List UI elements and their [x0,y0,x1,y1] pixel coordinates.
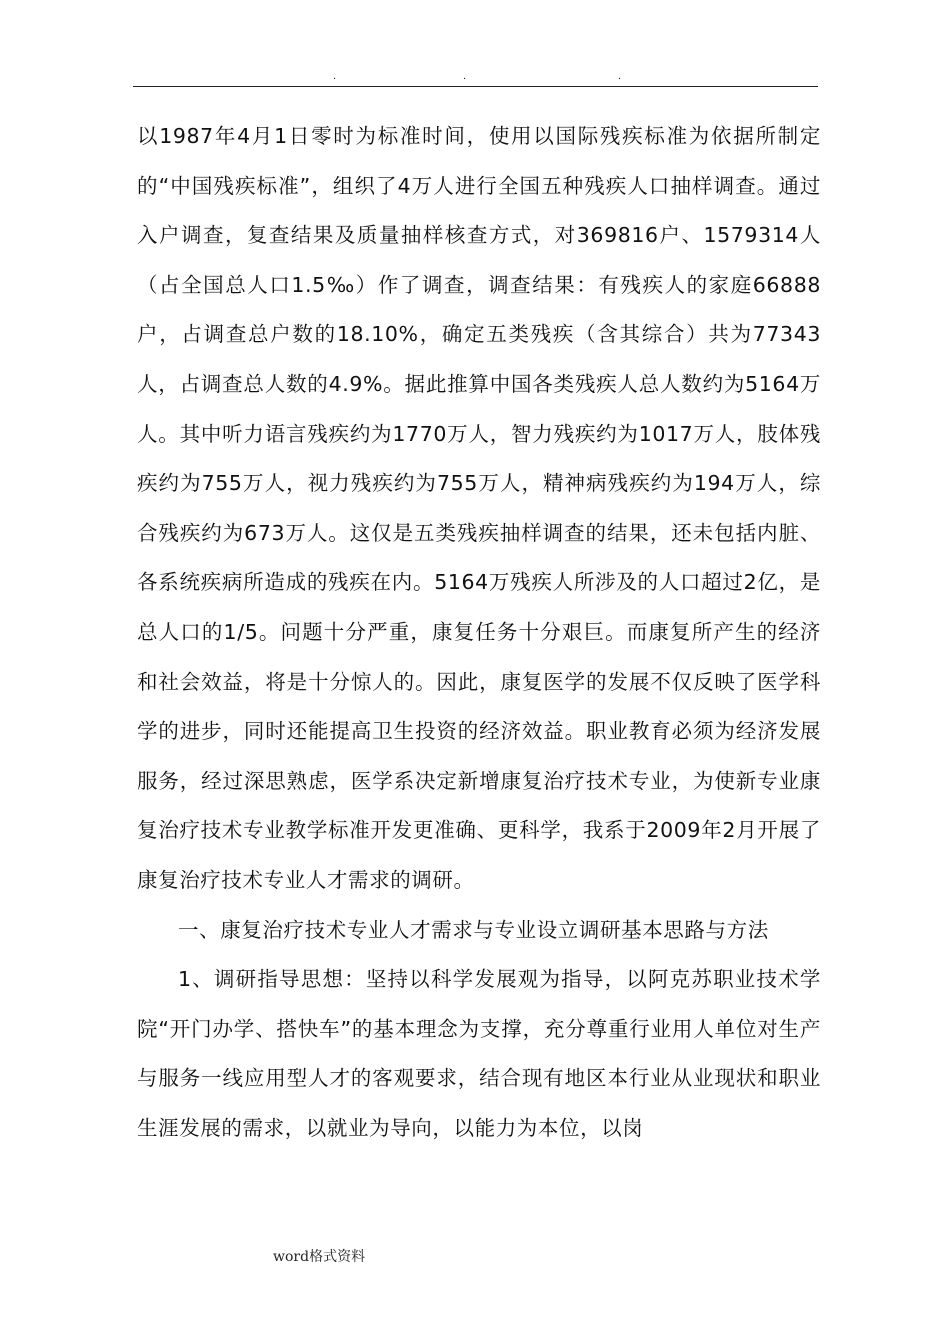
header-dots [133,70,818,84]
paragraph-guiding-principle: 1、调研指导思想：坚持以科学发展观为指导，以阿克苏职业技术学院“开门办学、搭快车”的基本理念为支撑，充分尊重行业用人单位对生产与服务一线应用型人才的客观要求，结合现有地区本行业从业现状和职业生涯发展的需求，以就业为导向，以能力为本位，以岗 [137,967,821,1140]
document-body [137,112,821,1153]
page-footer: word格式资料 [273,1249,366,1265]
header-rule [133,86,818,87]
header-dot: . [333,71,337,82]
section-heading: 一、康复治疗技术专业人才需求与专业设立调研基本思路与方法 [178,917,769,942]
header-dot: . [618,71,622,82]
paragraph-survey-background: 以1987年4月1日零时为标准时间，使用以国际残疾标准为依据所制定的“中国残疾标准”，组织了4万人进行全国五种残疾人口抽样调查。通过入户调查，复查结果及质量抽样核查方式，对369816户、1579314人（占全国总人口1.5‰）作了调查，调查结果：有残疾人的家庭66888户，占调查总户数的18.10%，确定五类残疾（含其综合）共为77343人，占调查总人数的4.9%。据此推算中国各类残疾人总人数约为5164万人。其中听力语言残疾约为1770万人，智力残疾约为1017万人，肢体残疾约为755万人，视力残疾约为755万人，精神病残疾约为194万人，综合残疾约为673万人。这仅是五类残疾抽样调查的结果，还未包括内脏、各系统疾病所造成的残疾在内。5164万残疾人所涉及的人口超过2亿，是总人口的1/5。问题十分严重，康复任务十分艰巨。而康复所产生的经济和社会效益，将是十分惊人的。因此，康复医学的发展不仅反映了医学科学的进步，同时还能提高卫生投资的经济效益。职业教育必须为经济发展服务，经过深思熟虑，医学系决定新增康复治疗技术专业，为使新专业康复治疗技术专业教学标准开发更准确、更科学，我系于2009年2月开展了康复治疗技术专业人才需求的调研。 [137,124,821,892]
header-dot: . [463,71,467,82]
